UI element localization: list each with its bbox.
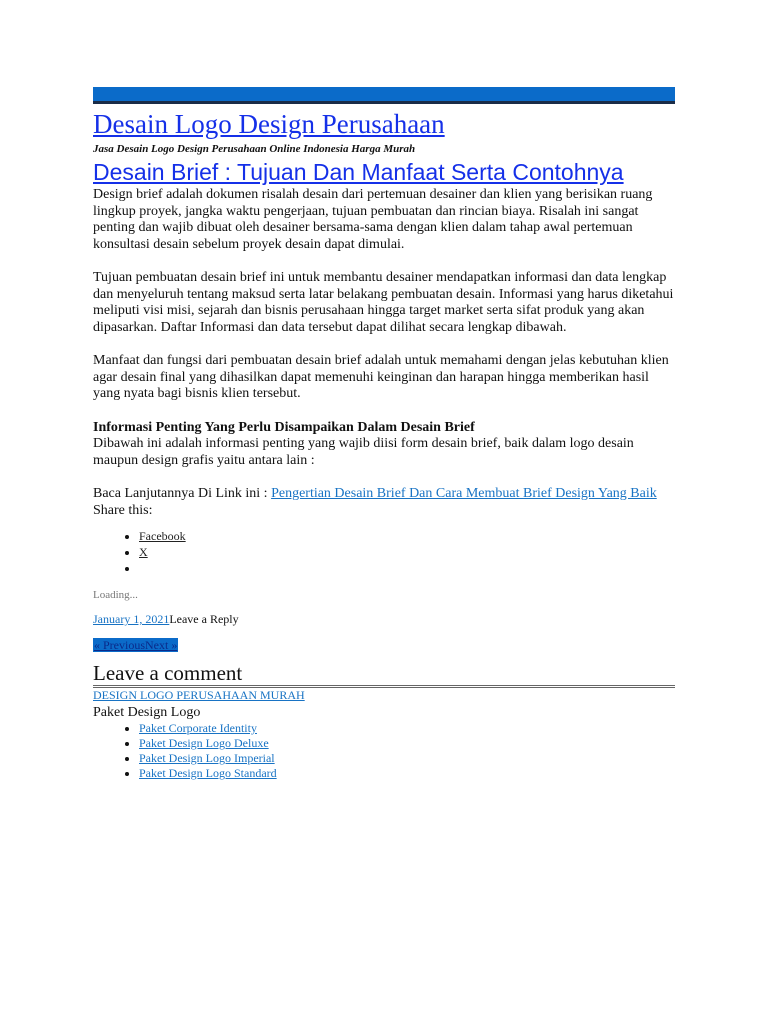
list-item — [139, 751, 675, 766]
paket-link-deluxe[interactable]: Paket Design Logo Deluxe — [139, 736, 269, 750]
paket-link-imperial[interactable]: Paket Design Logo Imperial — [139, 751, 275, 765]
post-navigation — [93, 638, 178, 652]
paket-link-corporate-identity[interactable]: Paket Corporate Identity — [139, 721, 257, 735]
share-x-link[interactable]: X — [139, 545, 148, 559]
list-item — [139, 736, 675, 751]
read-more-line — [93, 486, 675, 503]
info-text: Dibawah ini adalah informasi penting yang wajib diisi form desain brief, baik dalam logo desain maupun design grafis yaitu antara lain : — [93, 436, 634, 468]
widget-title — [93, 688, 675, 702]
page-container — [93, 87, 675, 781]
site-tagline: Jasa Desain Logo Design Perusahaan Online Indonesia Harga Murah — [93, 143, 416, 155]
list-item — [139, 721, 675, 736]
post-title-link[interactable]: Desain Brief : Tujuan Dan Manfaat Serta Contohnya — [93, 159, 624, 185]
post-paragraph-1: Design brief adalah dokumen risalah desain dari pertemuan desainer dan klien yang berisikan ruang lingkup proyek, jangka waktu pengerjaan, tujuan pembuatan dan rincian biaya. Risalah ini sangat penting dan wajib dibuat oleh desainer bersama-sama dengan klien dalam tahap awal pertemuan konsultasi desain sebelum proyek desain dapat dimulai. — [93, 187, 653, 252]
read-more-prefix: Baca Lanjutannya Di Link ini : — [93, 486, 272, 501]
share-label: Share this: — [93, 502, 153, 518]
comments-heading: Leave a comment — [93, 662, 675, 688]
leave-reply-text: Leave a Reply — [169, 612, 239, 626]
share-item-facebook — [139, 528, 675, 544]
loading-text: Loading... — [93, 589, 138, 601]
next-link[interactable]: Next » — [145, 638, 178, 652]
read-more-link[interactable]: Pengertian Desain Brief Dan Cara Membuat Brief Design Yang Baik — [271, 486, 657, 501]
previous-link[interactable]: « Previous — [94, 638, 145, 652]
share-item-empty — [139, 560, 675, 576]
list-item — [139, 766, 675, 781]
share-list — [93, 528, 675, 576]
info-heading: Informasi Penting Yang Perlu Disampaikan Dalam Desain Brief — [93, 419, 475, 435]
share-item-x — [139, 544, 675, 560]
post-meta — [93, 612, 675, 626]
post-paragraph-2: Tujuan pembuatan desain brief ini untuk membantu desainer mendapatkan informasi dan data lengkap dan menyeluruh tentang maksud serta latar belakang pembuatan desain. Informasi yang harus diketahui meliputi visi misi, sejarah dan bisnis perusahaan hingga target market serta sifat produk yang akan dipasarkan. Daftar Informasi dan data tersebut dapat dilihat secara lengkap dibawah. — [93, 270, 674, 335]
paket-label: Paket Design Logo — [93, 705, 201, 720]
post-date-link[interactable]: January 1, 2021 — [93, 612, 170, 626]
paket-list — [93, 721, 675, 781]
site-title-link[interactable]: Desain Logo Design Perusahaan — [93, 109, 445, 139]
paket-link-standard[interactable]: Paket Design Logo Standard — [139, 766, 277, 780]
widget-title-link[interactable]: DESIGN LOGO PERUSAHAAN MURAH — [93, 688, 305, 702]
header-bar — [93, 87, 675, 104]
post-paragraph-3: Manfaat dan fungsi dari pembuatan desain brief adalah untuk memahami dengan jelas kebutuhan klien agar desain final yang dihasilkan dapat memenuhi keinginan dan harapan hingga memberikan hasil yang nyata bagi bisnis klien tersebut. — [93, 353, 669, 401]
share-facebook-link[interactable]: Facebook — [139, 529, 186, 543]
